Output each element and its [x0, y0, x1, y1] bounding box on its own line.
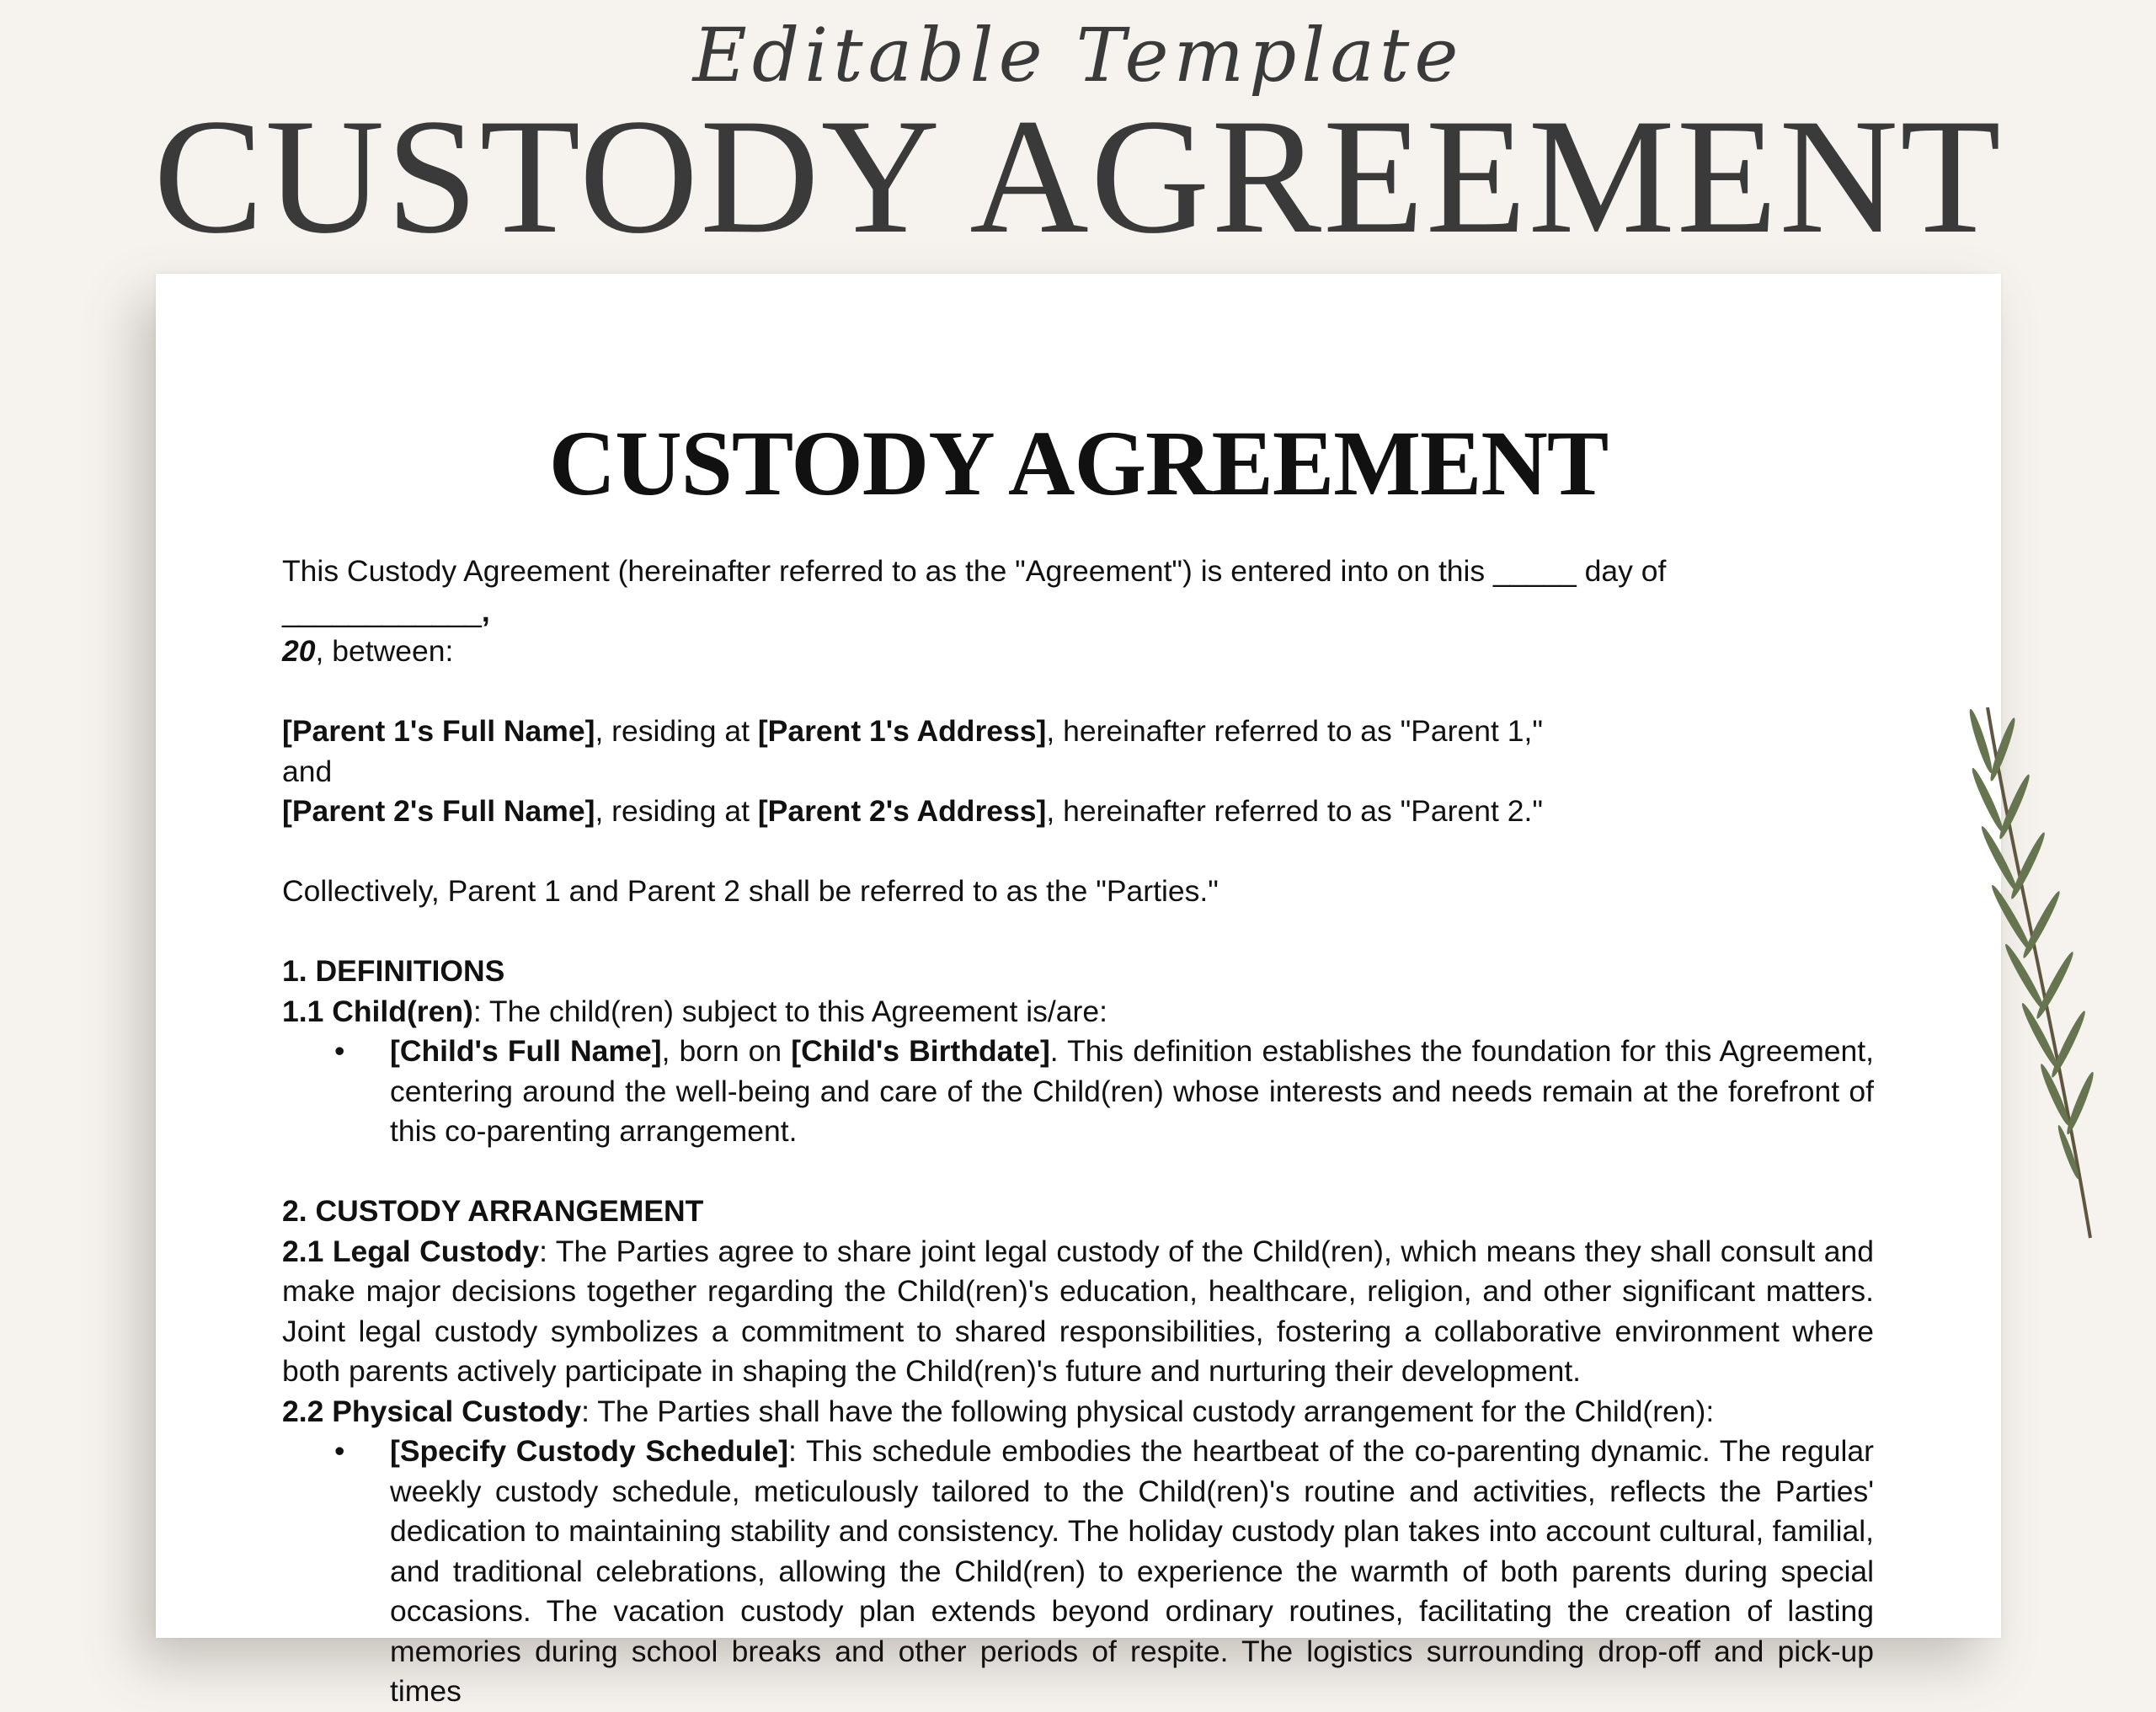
parent1-suffix: , hereinafter referred to as "Parent 1,"	[1046, 714, 1543, 748]
child-bullet	[282, 1032, 1874, 1152]
section2-heading: 2. CUSTODY ARRANGEMENT	[282, 1194, 704, 1228]
section2-sub1-label: 2.1 Legal Custody	[282, 1234, 540, 1268]
section1-sub1-label: 1.1 Child(ren)	[282, 994, 473, 1028]
document-body	[282, 552, 1874, 1712]
section2-sub2-text: : The Parties shall have the following physical custody arrangement for the Child(ren):	[581, 1394, 1715, 1428]
child-name: [Child's Full Name]	[390, 1034, 662, 1068]
intro-comma: ,	[481, 594, 490, 628]
parent2-address: [Parent 2's Address]	[757, 794, 1047, 828]
parent2-name: [Parent 2's Full Name]	[282, 794, 595, 828]
bullet-icon: •	[334, 1434, 345, 1468]
child-born-on: , born on	[661, 1034, 792, 1068]
child-definition-text: . This definition establishes the foundation for this Agreement, centering around the well-being and care of the Child(ren) whose interests and needs remain at the forefront of this co-parenting arrangement.	[390, 1034, 1874, 1148]
section1-heading: 1. DEFINITIONS	[282, 954, 505, 988]
parent1-address: [Parent 1's Address]	[757, 714, 1047, 748]
schedule-bullet	[282, 1432, 1874, 1712]
intro-paragraph	[282, 552, 1874, 672]
intro-year: 20	[282, 634, 316, 668]
section2-sub2	[282, 1392, 1874, 1432]
section1-sub1	[282, 992, 1874, 1032]
schedule-label: [Specify Custody Schedule]	[390, 1434, 789, 1468]
parent2-residing: , residing at	[595, 794, 758, 828]
bullet-icon: •	[334, 1034, 345, 1068]
rosemary-sprig-icon	[1962, 707, 2131, 1246]
intro-between: , between:	[315, 634, 454, 668]
section2-sub1-text: : The Parties agree to share joint legal custody of the Child(ren), which means they shall consult and make major decisions together regarding the Child(ren)'s education, healthcare, religion, and other significant matters. Joint legal custody symbolizes a commitment to shared responsibilities, fostering a collaborative environment where both parents actively participate in shaping the Child(ren)'s future and nurturing their development.	[282, 1234, 1874, 1388]
parent2-suffix: , hereinafter referred to as "Parent 2."	[1046, 794, 1543, 828]
parent2-line	[282, 792, 1874, 832]
section1-sub1-text: : The child(ren) subject to this Agreement is/are:	[472, 994, 1107, 1028]
section2-sub2-label: 2.2 Physical Custody	[282, 1394, 582, 1428]
collective-line: Collectively, Parent 1 and Parent 2 shall be referred to as the "Parties."	[282, 874, 1219, 908]
parent1-residing: , residing at	[595, 714, 758, 748]
section2-sub1	[282, 1232, 1874, 1392]
document-page	[156, 274, 2001, 1708]
child-birthdate: [Child's Birthdate]	[791, 1034, 1050, 1068]
document-title: CUSTODY AGREEMENT	[548, 412, 1609, 515]
and-line: and	[282, 754, 333, 788]
intro-text: This Custody Agreement (hereinafter referred to as the "Agreement") is entered into on this _____ day of ____________	[282, 554, 1667, 628]
schedule-text: : This schedule embodies the heartbeat of the co-parenting dynamic. The regular weekly custody schedule, meticulously tailored to the Child(ren)'s routine and activities, reflects the Parties' dedication to maintaining stability and consistency. The holiday custody plan takes into account cultural, familial, and traditional celebrations, allowing the Child(ren) to experience the warmth of both parents during special occasions. The vacation custody plan extends beyond ordinary routines, facilitating the creation of lasting memories during school breaks and other periods of respite. The logistics surrounding drop-off and pick-up times	[390, 1434, 1874, 1708]
parent1-name: [Parent 1's Full Name]	[282, 714, 595, 748]
banner-script-text: Editable Template	[692, 12, 1464, 99]
parent1-line	[282, 712, 1874, 752]
banner-title: CUSTODY AGREEMENT	[153, 85, 2003, 268]
